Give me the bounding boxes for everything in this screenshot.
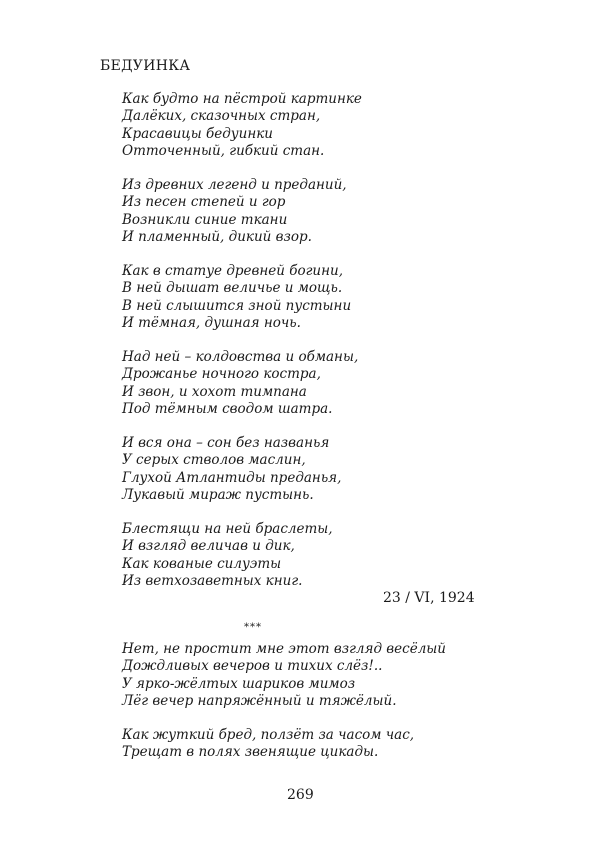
stanza-7 [122, 641, 446, 710]
poem-line: В ней слышится зной пустыни [122, 297, 352, 314]
poem-line: И тёмная, душная ночь. [122, 314, 301, 331]
poem-line: В ней дышат величье и мощь. [122, 280, 343, 297]
poem-line: Из песен степей и гор [122, 194, 286, 211]
poem-line: Из древних легенд и преданий, [122, 177, 347, 193]
poem-line: Как жуткий бред, ползёт за часом час, [122, 727, 415, 743]
stanza-2 [122, 177, 347, 246]
poem-line: Из ветхозаветных книг. [122, 572, 303, 589]
stanza-8 [122, 727, 414, 762]
stanza-5 [122, 435, 341, 504]
poem-date: 23 / VI, 1924 [383, 590, 475, 606]
poem-line: Как в статуе древней богини, [122, 263, 343, 279]
poem-line: И пламенный, дикий взор. [122, 228, 312, 245]
poem-line: Дрожанье ночного костра, [122, 366, 321, 383]
stanza-6 [122, 521, 333, 590]
poem-line: Блестящи на ней браслеты, [122, 521, 333, 537]
poem-line: Красавицы бедуинки [122, 125, 273, 142]
poem-line: Возникли синие ткани [122, 211, 288, 228]
poem-line: И звон, и хохот тимпана [122, 383, 307, 400]
page-number: 269 [287, 787, 314, 803]
stanza-1 [122, 91, 362, 160]
poem-line: Нет, не простит мне этот взгляд весёлый [122, 641, 446, 657]
poem-line: Лукавый мираж пустынь. [122, 486, 314, 503]
poem-line: Лёг вечер напряжённый и тяжёлый. [122, 692, 397, 709]
poem-line: Глухой Атлантиды преданья, [122, 469, 342, 486]
poem-line: Как будто на пёстрой картинке [122, 91, 362, 107]
poem-line: И вся она – сон без названья [122, 435, 330, 451]
section-separator: *** [244, 622, 262, 633]
stanza-4 [122, 349, 358, 418]
poem-line: Далёких, сказочных стран, [122, 108, 321, 125]
poem-title: БЕДУИНКА [100, 58, 191, 74]
poem-line: У ярко-жёлтых шариков мимоз [122, 675, 356, 692]
poem-line: Над ней – колдовства и обманы, [122, 349, 359, 365]
poem-line: Как кованые силуэты [122, 555, 282, 572]
poem-line: Дождливых вечеров и тихих слёз!.. [122, 658, 383, 675]
poem-line: Отточенный, гибкий стан. [122, 142, 325, 159]
poem-line: У серых стволов маслин, [122, 452, 306, 469]
poem-line: Трещат в полях звенящие цикады. [122, 744, 379, 761]
poem-line: Под тёмным сводом шатра. [122, 400, 333, 417]
stanza-3 [122, 263, 351, 332]
poem-line: И взгляд величав и дик, [122, 538, 295, 555]
